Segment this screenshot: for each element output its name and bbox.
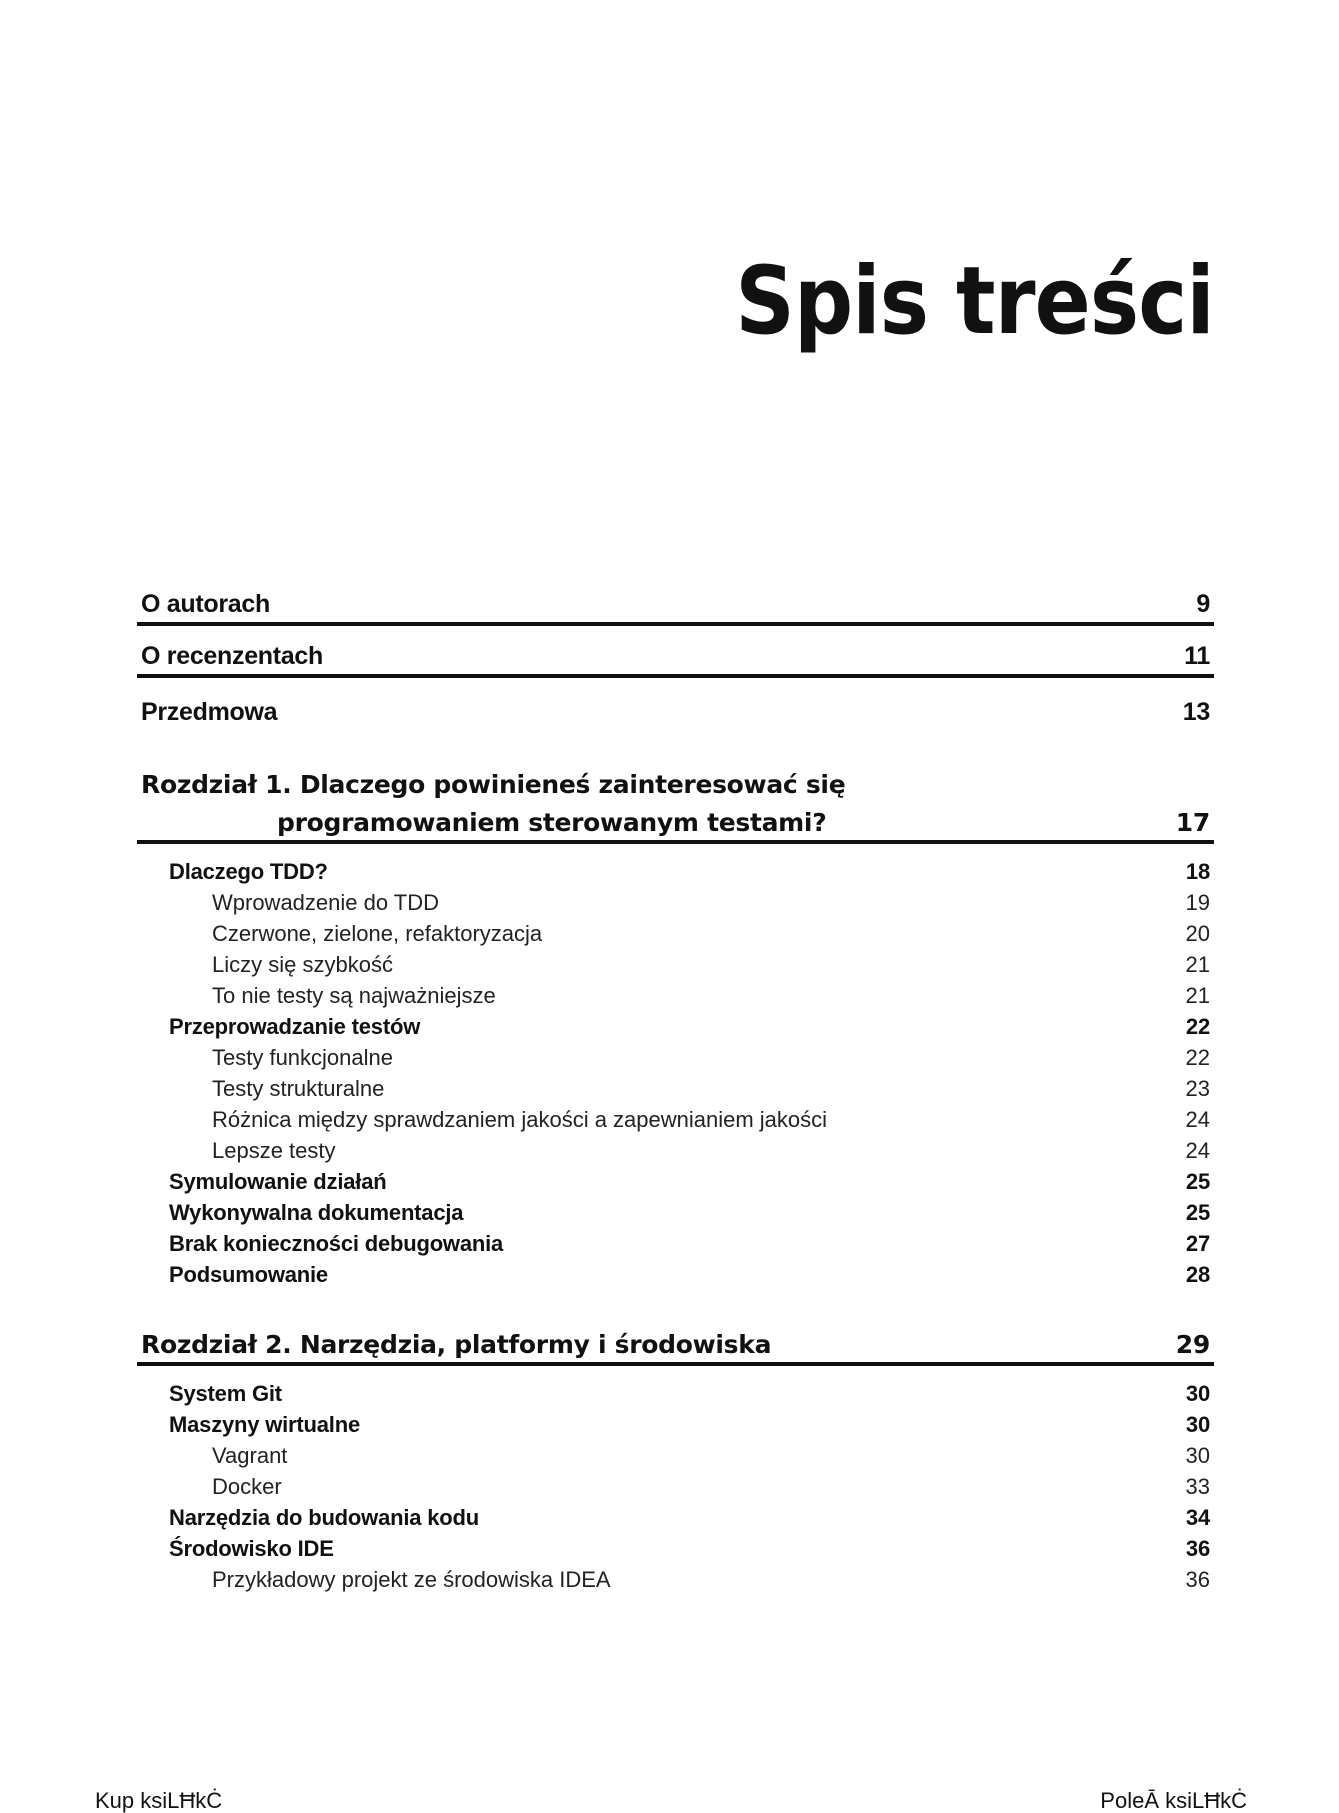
toc-chapter-1[interactable]: [137, 762, 1214, 844]
toc-entry-page: 25: [1185, 1169, 1210, 1194]
toc-subsection[interactable]: [137, 1073, 1214, 1104]
toc-entry-page: 13: [1182, 697, 1210, 726]
toc-chapter-2[interactable]: [137, 1314, 1214, 1366]
toc-entry-label: Różnica między sprawdzaniem jakości a zapewnianiem jakości: [212, 1107, 828, 1132]
toc-entry-label: O autorach: [141, 589, 270, 618]
chapter-page: 17: [1175, 807, 1210, 837]
toc-entry-page: 30: [1185, 1381, 1210, 1406]
toc-entry-page: 27: [1185, 1231, 1210, 1256]
toc-entry-label: O recenzentach: [141, 641, 323, 670]
toc-entry-page: 24: [1185, 1107, 1210, 1132]
toc-entry-page: 34: [1185, 1505, 1210, 1530]
toc-subsection[interactable]: [137, 980, 1214, 1011]
toc-subsection[interactable]: [137, 1042, 1214, 1073]
toc-entry-label: Symulowanie działań: [169, 1169, 387, 1194]
toc-entry-page: 23: [1185, 1076, 1210, 1101]
toc-section[interactable]: [137, 1533, 1214, 1564]
toc-entry-page: 36: [1185, 1536, 1210, 1561]
toc-entry-label: Podsumowanie: [169, 1262, 328, 1287]
toc-entry-page: 36: [1185, 1567, 1210, 1592]
table-of-contents: [137, 574, 1214, 1595]
toc-subsection[interactable]: [137, 1135, 1214, 1166]
toc-entry-page: 30: [1185, 1443, 1210, 1468]
chapter-title-line1: Rozdział 1. Dlaczego powinieneś zainteresować się: [141, 769, 846, 799]
footer-left-link[interactable]: Kup ksiLĦkĊ: [95, 1788, 223, 1813]
toc-entry-label: Liczy się szybkość: [212, 952, 393, 977]
toc-entry-o-recenzentach[interactable]: [137, 626, 1214, 678]
toc-entry-page: 22: [1185, 1014, 1210, 1039]
toc-entry-page: 18: [1185, 859, 1210, 884]
toc-entry-page: 30: [1185, 1412, 1210, 1437]
toc-entry-label: Testy funkcjonalne: [212, 1045, 393, 1070]
toc-entry-page: 19: [1185, 890, 1210, 915]
toc-entry-label: Vagrant: [212, 1443, 288, 1468]
toc-entry-page: 21: [1185, 983, 1210, 1008]
toc-entry-label: Dlaczego TDD?: [169, 859, 328, 884]
toc-entry-label: Czerwone, zielone, refaktoryzacja: [212, 921, 543, 946]
toc-section[interactable]: [137, 856, 1214, 887]
toc-entry-label: To nie testy są najważniejsze: [212, 983, 496, 1008]
toc-entry-label: Narzędzia do budowania kodu: [169, 1505, 479, 1530]
toc-subsection[interactable]: [137, 949, 1214, 980]
toc-entry-page: 24: [1185, 1138, 1210, 1163]
footer-right-link[interactable]: PoleĀ ksiLĦkĊ: [1100, 1788, 1247, 1813]
toc-entry-page: 28: [1185, 1262, 1210, 1287]
toc-entry-label: Wykonywalna dokumentacja: [169, 1200, 464, 1225]
toc-entry-label: Przedmowa: [141, 697, 278, 726]
toc-subsection[interactable]: [137, 1440, 1214, 1471]
toc-entry-o-autorach[interactable]: [137, 574, 1214, 626]
toc-entry-label: System Git: [169, 1381, 282, 1406]
chapter-page: 29: [1175, 1329, 1210, 1359]
toc-entry-label: Środowisko IDE: [169, 1536, 334, 1561]
toc-entry-przedmowa[interactable]: [137, 678, 1214, 730]
toc-entry-label: Przeprowadzanie testów: [169, 1014, 421, 1039]
toc-subsection[interactable]: [137, 1471, 1214, 1502]
toc-section[interactable]: [137, 1197, 1214, 1228]
toc-entry-label: Lepsze testy: [212, 1138, 336, 1163]
toc-subsection[interactable]: [137, 887, 1214, 918]
toc-section[interactable]: [137, 1378, 1214, 1409]
toc-entry-page: 33: [1185, 1474, 1210, 1499]
toc-entry-page: 21: [1185, 952, 1210, 977]
toc-section[interactable]: [137, 1502, 1214, 1533]
page-title: Spis treści: [735, 247, 1214, 356]
toc-entry-page: 11: [1184, 641, 1210, 670]
toc-section[interactable]: [137, 1409, 1214, 1440]
toc-section[interactable]: [137, 1011, 1214, 1042]
toc-subsection[interactable]: [137, 1104, 1214, 1135]
toc-entry-label: Przykładowy projekt ze środowiska IDEA: [212, 1567, 611, 1592]
toc-section[interactable]: [137, 1259, 1214, 1290]
toc-entry-label: Maszyny wirtualne: [169, 1412, 360, 1437]
toc-entry-label: Testy strukturalne: [212, 1076, 385, 1101]
toc-entry-page: 22: [1185, 1045, 1210, 1070]
chapter-title: Rozdział 2. Narzędzia, platformy i środowiska: [141, 1329, 772, 1359]
chapter-title-line2: programowaniem sterowanym testami?: [277, 807, 827, 837]
toc-subsection[interactable]: [137, 918, 1214, 949]
toc-entry-page: 20: [1185, 921, 1210, 946]
toc-subsection[interactable]: [137, 1564, 1214, 1595]
toc-entry-page: 25: [1185, 1200, 1210, 1225]
chapter-2-sections: [137, 1366, 1214, 1595]
toc-entry-label: Docker: [212, 1474, 282, 1499]
toc-entry-label: Brak konieczności debugowania: [169, 1231, 504, 1256]
chapter-1-sections: [137, 844, 1214, 1290]
toc-entry-label: Wprowadzenie do TDD: [212, 890, 440, 915]
toc-entry-page: 9: [1196, 589, 1210, 618]
toc-section[interactable]: [137, 1166, 1214, 1197]
toc-section[interactable]: [137, 1228, 1214, 1259]
